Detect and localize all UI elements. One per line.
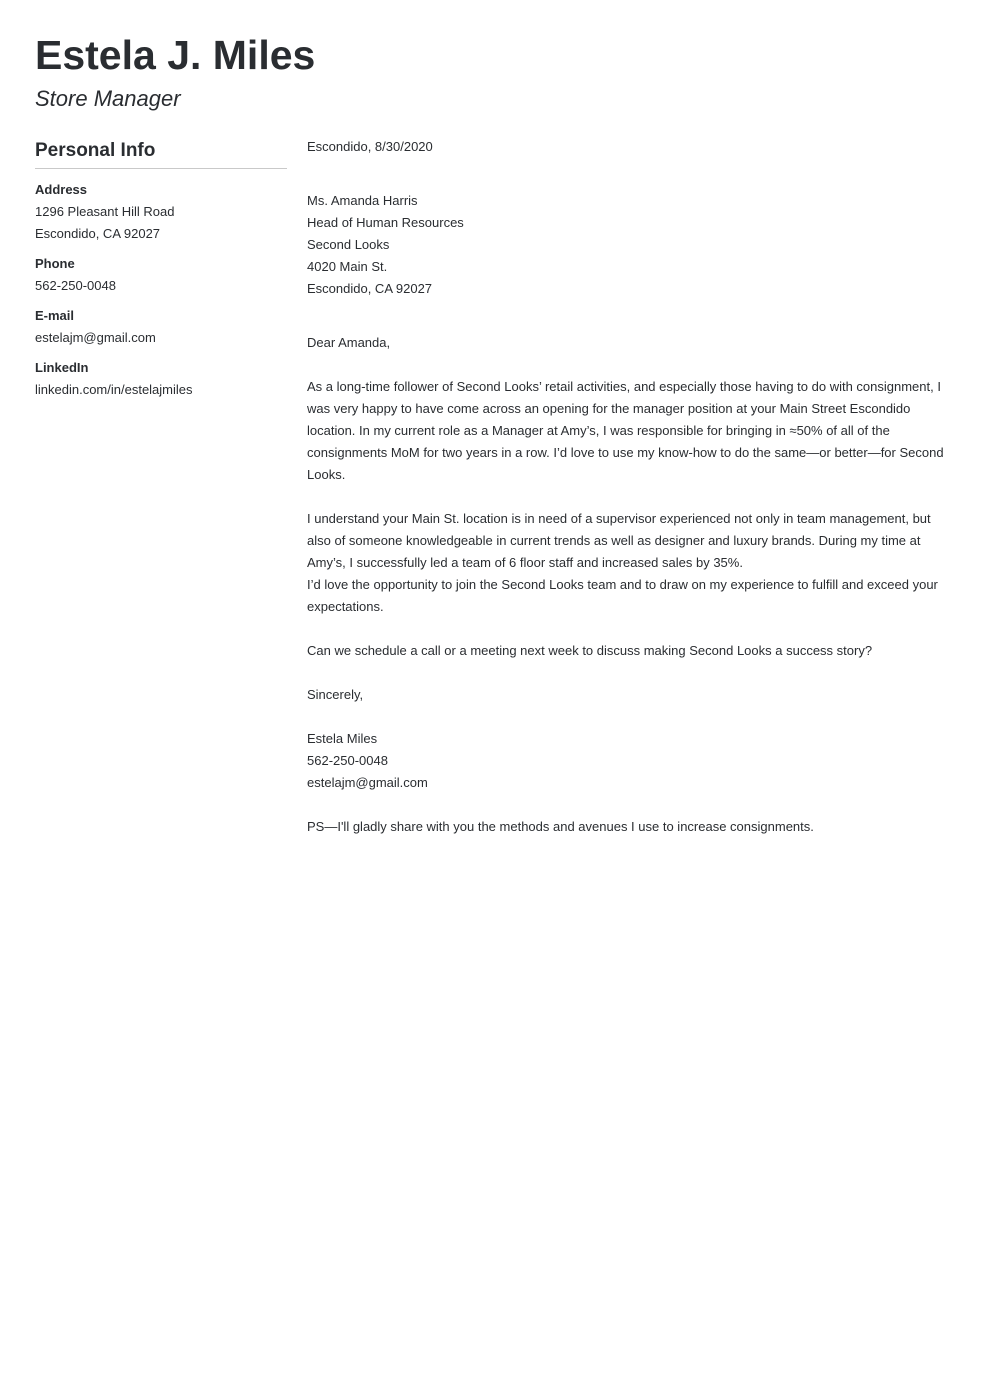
linkedin-label: LinkedIn — [35, 360, 89, 375]
linkedin-value: linkedin.com/in/estelajmiles — [35, 382, 193, 397]
email-label: E-mail — [35, 308, 75, 323]
letter-paragraph-4: Can we schedule a call or a meeting next week to discuss making Second Looks a success story? — [307, 643, 873, 658]
cover-letter-body — [307, 136, 947, 838]
phone-value: 562-250-0048 — [35, 278, 116, 293]
letter-date-line: Escondido, 8/30/2020 — [307, 139, 433, 154]
recipient-role: Head of Human Resources — [307, 215, 464, 230]
address-label: Address — [35, 182, 88, 197]
letter-paragraph-1: As a long-time follower of Second Looks’ retail activities, and especially those having to do with consignment, I was very happy to have come across an opening for the manager position at your Main Street Escondido location. In my current role as a Manager at Amy’s, I was responsible for bringing in ≈50% of all of the consignments MoM for two years in a row. I’d love to use my know-how to do the same—or better—for Second Looks. — [307, 379, 944, 482]
personal-info-sidebar — [35, 138, 287, 401]
signature-email: estelajm@gmail.com — [307, 775, 428, 790]
recipient-city: Escondido, CA 92027 — [307, 281, 433, 296]
address-block — [35, 179, 287, 245]
email-value: estelajm@gmail.com — [35, 330, 156, 345]
signature-name: Estela Miles — [307, 731, 378, 746]
letter-closing: Sincerely, — [307, 687, 364, 702]
phone-label: Phone — [35, 256, 75, 271]
job-title: Store Manager — [35, 86, 181, 111]
applicant-name: Estela J. Miles — [35, 32, 316, 78]
letter-paragraph-2: I understand your Main St. location is in need of a supervisor experienced not only in team management, but also of someone knowledgeable in current trends as well as designer and luxury brands. During my time at Amy’s, I successfully led a team of 6 floor staff and increased sales by 35%. — [307, 511, 931, 570]
email-block — [35, 305, 287, 349]
signature-phone: 562-250-0048 — [307, 753, 388, 768]
letter-paragraph-3: I’d love the opportunity to join the Second Looks team and to draw on my experience to fulfill and exceed your expectations. — [307, 577, 938, 614]
recipient-name: Ms. Amanda Harris — [307, 193, 418, 208]
linkedin-block — [35, 357, 287, 401]
signature-block — [307, 728, 947, 794]
letter-postscript: PS—I'll gladly share with you the methods and avenues I use to increase consignments. — [307, 819, 814, 834]
personal-info-heading: Personal Info — [35, 138, 287, 169]
letter-greeting: Dear Amanda, — [307, 335, 391, 350]
recipient-company: Second Looks — [307, 237, 390, 252]
recipient-street: 4020 Main St. — [307, 259, 388, 274]
address-line-1: 1296 Pleasant Hill Road — [35, 204, 175, 219]
phone-block — [35, 253, 287, 297]
recipient-block — [307, 190, 947, 300]
address-line-2: Escondido, CA 92027 — [35, 226, 161, 241]
